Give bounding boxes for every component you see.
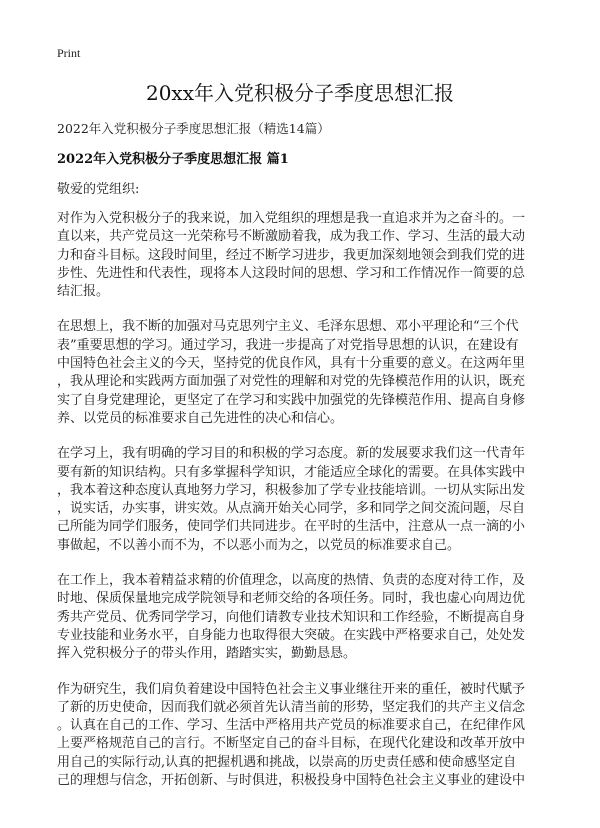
paragraph-intro [57, 210, 547, 301]
text-line: 力和奋斗目标。这段时间里，经过不断学习进步，我更加深刻地领会到我们党的进 [57, 247, 526, 263]
greeting: 敬爱的党组织: [57, 182, 140, 197]
paragraph-work [57, 572, 547, 663]
print-label: Print [57, 46, 81, 60]
text-line: 要有新的知识结构。只有多掌握科学知识，才能适应全球化的需要。在具体实践中 [57, 464, 526, 480]
paragraph-study [57, 445, 547, 555]
document-title: 20xx年入党积极分子季度思想汇报 [145, 81, 454, 105]
text-line: 在工作上，我本着精益求精的价值理念，以高度的热情、负责的态度对待工作，及 [57, 573, 526, 589]
section-heading: 2022年入党积极分子季度思想汇报 篇1 [57, 152, 289, 167]
text-line: 步性、先进性和代表性，现将本人这段时间的思想、学习和工作情况作一简要的总 [57, 265, 526, 281]
text-line: 时地、保质保量地完成学院领导和老师交给的各项任务。同时，我也虚心向周边优 [57, 591, 526, 607]
text-line: 专业技能和业务水平，自身能力也取得很大突破。在实践中严格要求自己，处处发 [57, 627, 526, 643]
text-line: 秀共产党员、优秀同学学习，向他们请教专业技术知识和工作经验，不断提高自身 [57, 609, 526, 625]
text-line: 己所能为同学们服务，使同学们共同进步。在平时的生活中，注意从一点一滴的小 [57, 519, 526, 535]
text-line: 了新的历史使命，因而我们就必须首先认清当前的形势，坚定我们的共产主义信念 [57, 699, 526, 715]
text-line: 直以来，共产党员这一光荣称号不断激励着我，成为我工作、学习、生活的最大动 [57, 229, 526, 245]
paragraph-mission [57, 681, 547, 791]
text-line: 挥入党积极分子的带头作用，踏踏实实，勤勤恳恳。 [57, 646, 357, 662]
text-line: 在学习上，我有明确的学习目的和积极的学习态度。新的发展要求我们这一代青年 [57, 446, 526, 462]
text-line: 事做起，不以善小而不为，不以恶小而为之，以党员的标准要求自己。 [57, 537, 461, 553]
text-line: ，我本着这种态度认真地努力学习，积极参加了学专业技能培训。一切从实际出发 [57, 482, 526, 498]
text-line: 表”重要思想的学习。通过学习，我进一步提高了对党指导思想的认识，在建设有 [57, 337, 519, 353]
paragraph-ideology [57, 318, 547, 428]
text-line: ，说实话，办实事，讲实效。从点滴开始关心同学，多和同学之间交流问题，尽自 [57, 501, 526, 517]
text-line: 己的理想与信念，开拓创新、与时俱进，积极投身中国特色社会主义事业的建设中 [57, 773, 526, 789]
text-line: 。认真在自己的工作、学习、生活中严格用共产党员的标准要求自己，在纪律作风 [57, 718, 526, 734]
text-line: 用自己的实际行动,认真的把握机遇和挑战，以崇高的历史责任感和使命感坚定自 [57, 754, 517, 770]
text-line: 在思想上，我不断的加强对马克思列宁主义、毛泽东思想、邓小平理论和“三个代 [57, 319, 519, 335]
document-body [57, 210, 547, 807]
text-line: 中国特色社会主义的今天，坚持党的优良作风，具有十分重要的意义。在这两年里 [57, 356, 526, 372]
text-line: 养、以党员的标准要求自己先进性的决心和信心。 [57, 410, 344, 426]
text-line: ，我从理论和实践两方面加强了对党性的理解和对党的先锋模范作用的认识，既充 [57, 374, 526, 390]
text-line: 作为研究生，我们肩负着建设中国特色社会主义事业继往开来的重任，被时代赋予 [57, 681, 526, 697]
text-line: 上要严格规范自己的言行。不断坚定自己的奋斗目标，在现代化建设和改革开放中 [57, 736, 526, 752]
text-line: 结汇报。 [57, 284, 110, 300]
text-line: 对作为入党积极分子的我来说，加入党组织的理想是我一直追求并为之奋斗的。一 [57, 211, 526, 226]
document-subtitle: 2022年入党积极分子季度思想汇报（精选14篇） [57, 121, 330, 136]
text-line: 实了自身党建理论，更坚定了在学习和实践中加强党的先锋模范作用、提高自身修 [57, 392, 526, 408]
